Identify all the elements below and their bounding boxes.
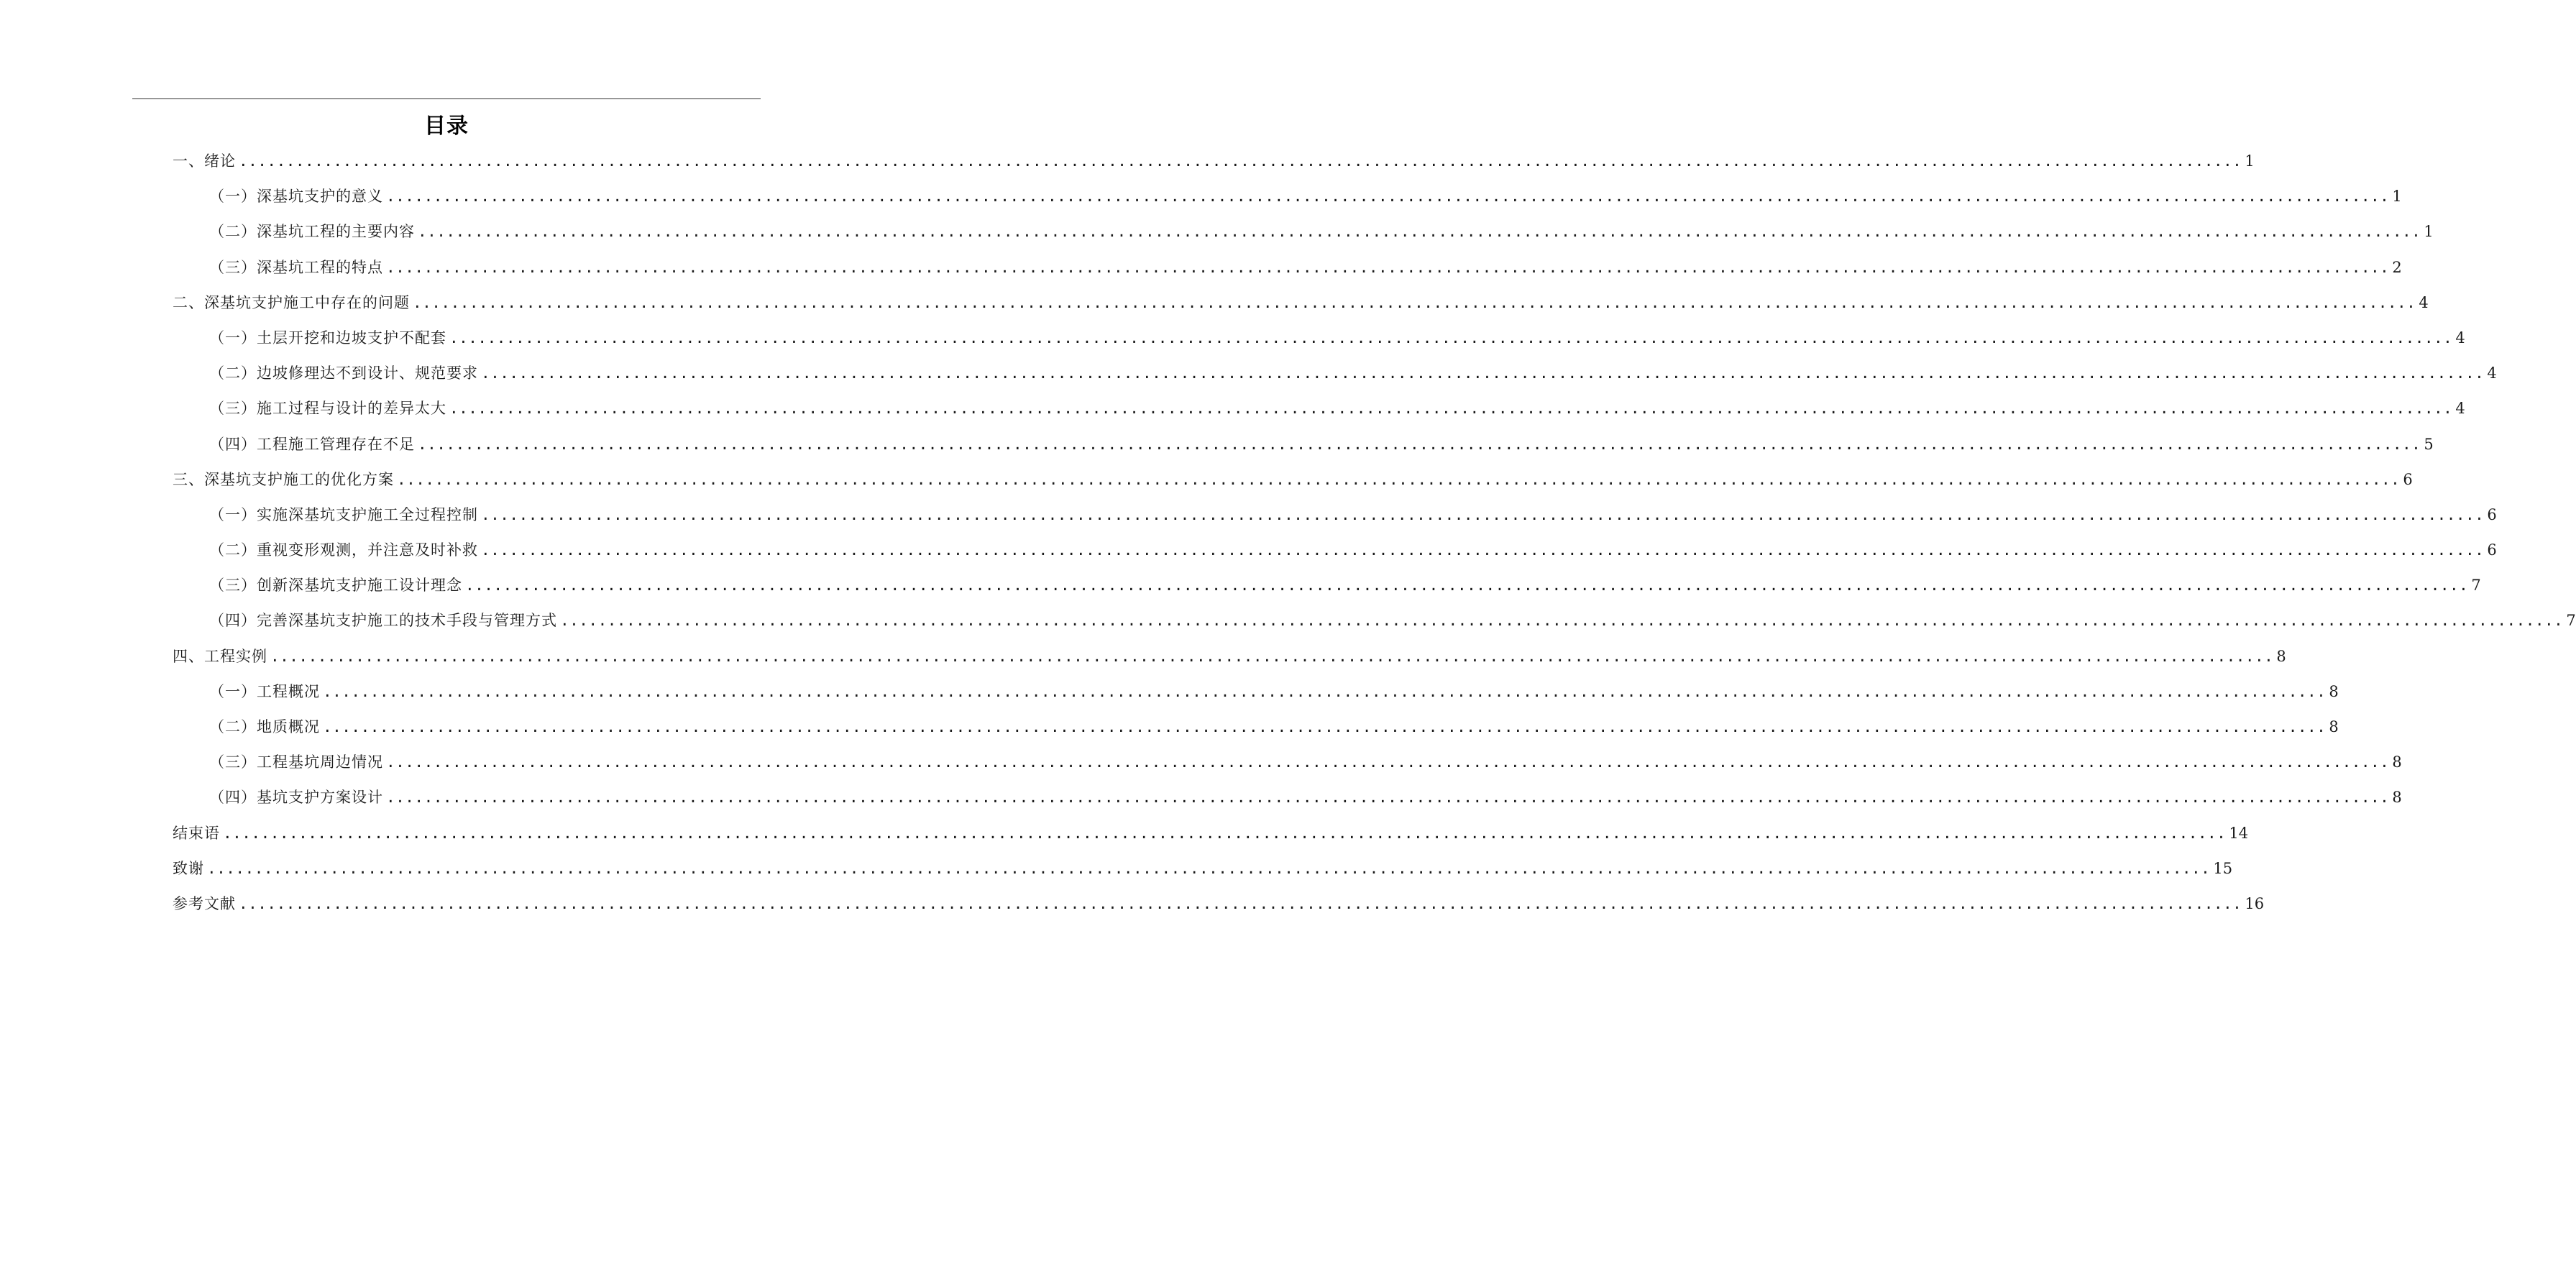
toc-entry-title: （一）实施深基坑支护施工全过程控制 [209, 505, 478, 523]
toc-dot-leader: .................................................................................................................................................................................................................... [386, 258, 2390, 276]
toc-entry-title: 四、工程实例 [173, 647, 267, 665]
toc-entry-title: （三）施工过程与设计的差异太大 [209, 400, 446, 418]
toc-dot-leader: .................................................................................................................................................................................................................... [418, 435, 2421, 453]
toc-entry-title: （三）工程基坑周边情况 [209, 753, 383, 771]
toc-entry-title: 三、深基坑支护施工的优化方案 [173, 470, 394, 488]
toc-entry-title: 二、深基坑支护施工中存在的问题 [173, 293, 410, 311]
toc-page-number: 1 [2392, 188, 2402, 206]
toc-dot-leader: .................................................................................................................................................................................................................... [239, 152, 2242, 170]
toc-entry[interactable] [173, 851, 2233, 886]
toc-page-number: 6 [2487, 505, 2497, 523]
toc-page-number: 4 [2455, 400, 2465, 418]
toc-entry-title: （二）重视变形观测，并注意及时补救 [209, 541, 478, 559]
toc-page-number: 8 [2392, 753, 2402, 771]
toc-dot-leader: .................................................................................................................................................................................................................... [413, 293, 2416, 311]
toc-page-number: 2 [2392, 258, 2402, 276]
toc-page-number: 8 [2276, 647, 2286, 665]
toc-dot-leader: .................................................................................................................................................................................................................... [323, 682, 2327, 700]
toc-page-number: 16 [2245, 894, 2265, 912]
toc-entry[interactable] [173, 533, 2497, 568]
toc-page-number: 5 [2424, 435, 2434, 453]
toc-dot-leader: .................................................................................................................................................................................................................... [223, 824, 2227, 842]
toc-page-number: 15 [2213, 859, 2233, 877]
toc-entry-title: （一）土层开挖和边坡支护不配套 [209, 329, 446, 347]
toc-dot-leader: .................................................................................................................................................................................................................... [270, 647, 2274, 665]
toc-page-number: 4 [2419, 293, 2429, 311]
toc-page-number: 6 [2487, 541, 2497, 559]
toc-dot-leader: .................................................................................................................................................................................................................... [449, 400, 2453, 418]
toc-dot-leader: .................................................................................................................................................................................................................... [239, 894, 2242, 912]
toc-entry[interactable] [173, 285, 2429, 321]
header-rule [132, 98, 761, 99]
toc-dot-leader: .................................................................................................................................................................................................................... [386, 753, 2390, 771]
toc-entry[interactable] [173, 214, 2434, 249]
toc-entry-title: （二）地质概况 [209, 718, 320, 735]
toc-entry-title: （四）工程施工管理存在不足 [209, 435, 415, 453]
toc-entry[interactable] [173, 356, 2497, 391]
toc-entry[interactable] [173, 568, 2481, 603]
toc-dot-leader: .................................................................................................................................................................................................................... [481, 505, 2485, 523]
toc-page-number: 1 [2245, 152, 2255, 170]
toc-dot-leader: .................................................................................................................................................................................................................... [481, 541, 2485, 559]
toc-dot-leader: .................................................................................................................................................................................................................... [449, 329, 2453, 347]
toc-entry[interactable] [173, 427, 2434, 462]
toc-entry-title: （四）基坑支护方案设计 [209, 789, 383, 807]
toc-entry-title: （二）边坡修理达不到设计、规范要求 [209, 364, 478, 382]
toc-dot-leader: .................................................................................................................................................................................................................... [418, 223, 2421, 241]
toc-entry-title: 致谢 [173, 859, 204, 877]
toc-entry-title: （四）完善深基坑支护施工的技术手段与管理方式 [209, 612, 557, 630]
toc-page-number: 8 [2329, 718, 2339, 735]
toc-entry[interactable] [173, 144, 2255, 179]
toc-entry[interactable] [173, 886, 2265, 922]
toc-entry[interactable] [173, 391, 2465, 426]
toc-dot-leader: .................................................................................................................................................................................................................... [323, 718, 2327, 735]
toc-entry-title: （一）深基坑支护的意义 [209, 188, 383, 206]
toc-entry-title: （三）深基坑工程的特点 [209, 258, 383, 276]
toc-dot-leader: .................................................................................................................................................................................................................... [560, 612, 2564, 630]
toc-dot-leader: .................................................................................................................................................................................................................... [207, 859, 2211, 877]
toc-dot-leader: .................................................................................................................................................................................................................... [465, 577, 2469, 595]
toc-page-number: 14 [2229, 824, 2249, 842]
toc-page-number: 8 [2392, 789, 2402, 807]
toc-entry-title: （一）工程概况 [209, 682, 320, 700]
toc-entry[interactable] [173, 780, 2402, 815]
toc-entry[interactable] [173, 710, 2339, 745]
toc-page-number: 7 [2471, 577, 2481, 595]
toc-entry-title: 结束语 [173, 824, 220, 842]
toc-entry[interactable] [173, 179, 2402, 214]
toc-page-number: 8 [2329, 682, 2339, 700]
toc-entry-title: 参考文献 [173, 894, 236, 912]
toc-entry-title: （二）深基坑工程的主要内容 [209, 223, 415, 241]
toc-entry-title: （三）创新深基坑支护施工设计理念 [209, 577, 462, 595]
toc-entry[interactable] [173, 250, 2402, 285]
toc-entry[interactable] [173, 745, 2402, 780]
toc-entry[interactable] [173, 674, 2339, 710]
toc-entry[interactable] [173, 462, 2413, 497]
toc-entry[interactable] [173, 639, 2286, 674]
table-of-contents [173, 144, 2576, 922]
toc-page-number: 4 [2455, 329, 2465, 347]
toc-page-number: 7 [2566, 612, 2576, 630]
toc-entry-title: 一、绪论 [173, 152, 236, 170]
toc-page-number: 1 [2424, 223, 2434, 241]
toc-dot-leader: .................................................................................................................................................................................................................... [386, 188, 2390, 206]
toc-entry[interactable] [173, 321, 2465, 356]
toc-page-number: 6 [2403, 470, 2413, 488]
toc-entry[interactable] [173, 816, 2249, 851]
page-title: 目录 [424, 114, 469, 139]
toc-entry[interactable] [173, 497, 2497, 533]
toc-entry[interactable] [173, 603, 2576, 638]
toc-dot-leader: .................................................................................................................................................................................................................... [481, 364, 2485, 382]
toc-page-number: 4 [2487, 364, 2497, 382]
toc-dot-leader: .................................................................................................................................................................................................................... [386, 789, 2390, 807]
toc-dot-leader: .................................................................................................................................................................................................................... [397, 470, 2401, 488]
